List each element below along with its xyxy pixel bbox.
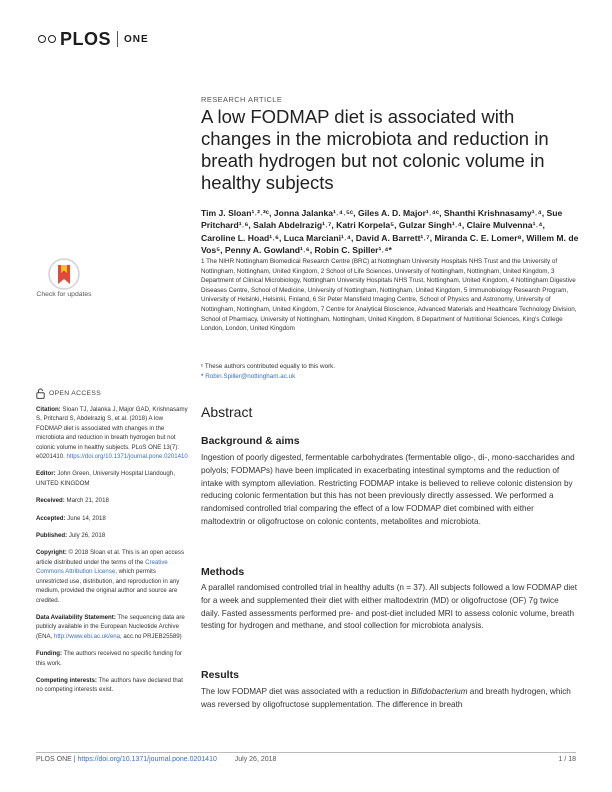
logo-journal: ONE [124,33,149,45]
abstract-heading: Abstract [201,404,253,420]
footer-date: July 26, 2018 [234,756,277,763]
bookmark-update-icon [36,258,92,292]
funding-info: Funding: The authors received no specific funding for this work. [36,650,182,667]
published-date: Published: July 26, 2018 [36,532,106,540]
footer-journal: PLOS ONE [36,756,72,763]
footer-doi-link[interactable]: https://doi.org/10.1371/journal.pone.0201410 [77,756,217,763]
author-notes [201,362,579,381]
corresponding-author [201,372,579,382]
editor-info: Editor: John Green, University Hospital Llandough, UNITED KINGDOM [36,470,175,487]
ena-link[interactable]: http://www.ebi.ac.uk/ena [53,632,121,640]
corresponding-email-link[interactable]: Robin.Spiller@nottingham.ac.uk [205,372,296,380]
article-title: A low FODMAP diet is associated with changes in the microbiota and reduction in breath hydrogen but not colonic volume in healthy subjects [201,106,549,193]
equal-contribution-note: ᶜ These authors contributed equally to this work. [201,363,336,370]
open-lock-icon [36,388,45,399]
copyright-info: Copyright: © 2018 Sloan et al. This is an open access article distributed under the terms of the Creative Commons Attribution License, which permits unrestricted use, distribution, and reproduction in any medium, provided the original author and source are credited. [36,549,185,604]
section-heading-results: Results [201,669,239,681]
page-number: 1 / 18 [558,756,576,763]
corresponding-symbol: * [201,372,204,380]
accepted-date: Accepted: June 14, 2018 [36,514,106,522]
author-list: Tim J. Sloan¹˒²˒³ᶜ, Jonna Jalanka¹˒⁴˒⁵ᶜ, Giles A. D. Major¹˒⁴ᶜ, Shanthi Krishnasamy¹˒⁴, Sue Pritchard¹˒⁶, Salah Abdelrazig¹˒⁷, Katri Korpela⁵, Gulzar Singh¹˒⁴, Claire Mulvenna¹˒⁴, Caroline L. Hoad¹˒⁶, Luca Marciani¹˒⁴, David A. Barrett¹˒⁷, Miranda C. E. Lomer⁸, Willem M. de Vos⁵, Penny A. Gowland¹˒⁶, Robin C. Spiller¹˒⁴* [201,208,579,256]
received-date: Received: March 21, 2018 [36,497,109,505]
section-text-background: Ingestion of poorly digested, fermentable carbohydrates (fermentable oligo-, di-, mono-saccharides and polyols; FODMAPs) have been implicated in exacerbating intestinal symptoms and the reduction of intake with symptom alleviation. Restricting FODMAP intake is believed to relieve colonic distension by reducing colonic fermentation but this has not been previously directly assessed. We performed a randomised controlled trial comparing the effect of a low FODMAP diet combined with either maltodextrin or oligofructose on colonic contents, metabolites and microbiota. [201,453,575,526]
citation-doi-link[interactable]: https://doi.org/10.1371/journal.pone.0201410 [66,453,188,461]
data-availability: Data Availability Statement: The sequencing data are publicly available in the European Nucleotide Archive (ENA, http://www.ebi.ac.uk/ena, acc.no PRJEB25589) [36,613,185,640]
footer-citation: PLOS ONE | https://doi.org/10.1371/journal.pone.0201410 July 26, 2018 [36,756,277,763]
license-link[interactable]: Creative Commons Attribution License [36,558,168,576]
section-text-results: The low FODMAP diet was associated with a reduction in Bifidobacterium and breath hydrogen, which was reversed by oligofructose supplementation. The difference in breath [201,687,571,709]
citation-info: Citation: Sloan TJ, Jalanka J, Major GAD, Krishnasamy S, Pritchard S, Abdelrazig S, et al. (2018) A low FODMAP diet is associated with changes in the microbiota and reduction in breath hydrogen but not colonic volume in healthy subjects. PLoS ONE 13(7): e0201410. https://doi.org/10.1371/journal.pone.0201410 [36,406,188,461]
section-heading-background: Background & aims [201,435,300,447]
section-text-methods: A parallel randomised controlled trial in healthy adults (n = 37). All subjects followed a low FODMAP diet for a week and supplemented their diet with either maltodextrin (MD) or oligofructose (OF) 7g twice daily. Fasted assessments performed pre- and post-diet included MRI to assess colonic volume, breath testing for hydrogen and methane, and stool collection for microbiota analysis. [201,583,577,631]
article-type: RESEARCH ARTICLE [201,95,283,104]
section-heading-methods: Methods [201,566,245,578]
taxon-name: Bifidobacterium [411,687,468,696]
competing-interests: Competing interests: The authors have declared that no competing interests exist. [36,676,183,694]
open-access-label: OPEN ACCESS [36,388,101,399]
logo-word: PLOS [60,28,112,49]
affiliations: 1 The NIHR Nottingham Biomedical Research Centre (BRC) at Nottingham University Hospitals NHS Trust and the University of Nottingham, Nottingham, United Kingdom, 2 School of Life Sciences, University of Nottingham, Nottingham, United Kingdom, 3 Department of Clinical Microbiology, Nottingham University Hospitals NHS Trust, Nottingham, United Kingdom, 4 Nottingham Digestive Diseases Centre, School of Medicine, University of Nottingham, Nottingham, United Kingdom, 5 Immunobiology Research Program, University of Helsinki, Helsinki, Finland, 6 Sir Peter Mansfield Imaging Centre, School of Physics and Astronomy, University of Nottingham, Nottingham, United Kingdom, 7 Centre for Analytical Bioscience, Advanced Materials and Healthcare Technology Division, School of Pharmacy, University of Nottingham, Nottingham, United Kingdom, 8 Department of Nutritional Sciences, King's College London, London, United Kingdom [201,258,577,333]
check-for-updates-label: Check for updates [36,291,92,298]
page-footer [36,752,576,763]
check-for-updates-badge[interactable] [36,258,92,314]
article-info-sidebar [36,405,188,703]
plos-one-logo [38,28,149,50]
logo-divider [117,31,118,47]
logo-dots-icon [38,35,56,43]
